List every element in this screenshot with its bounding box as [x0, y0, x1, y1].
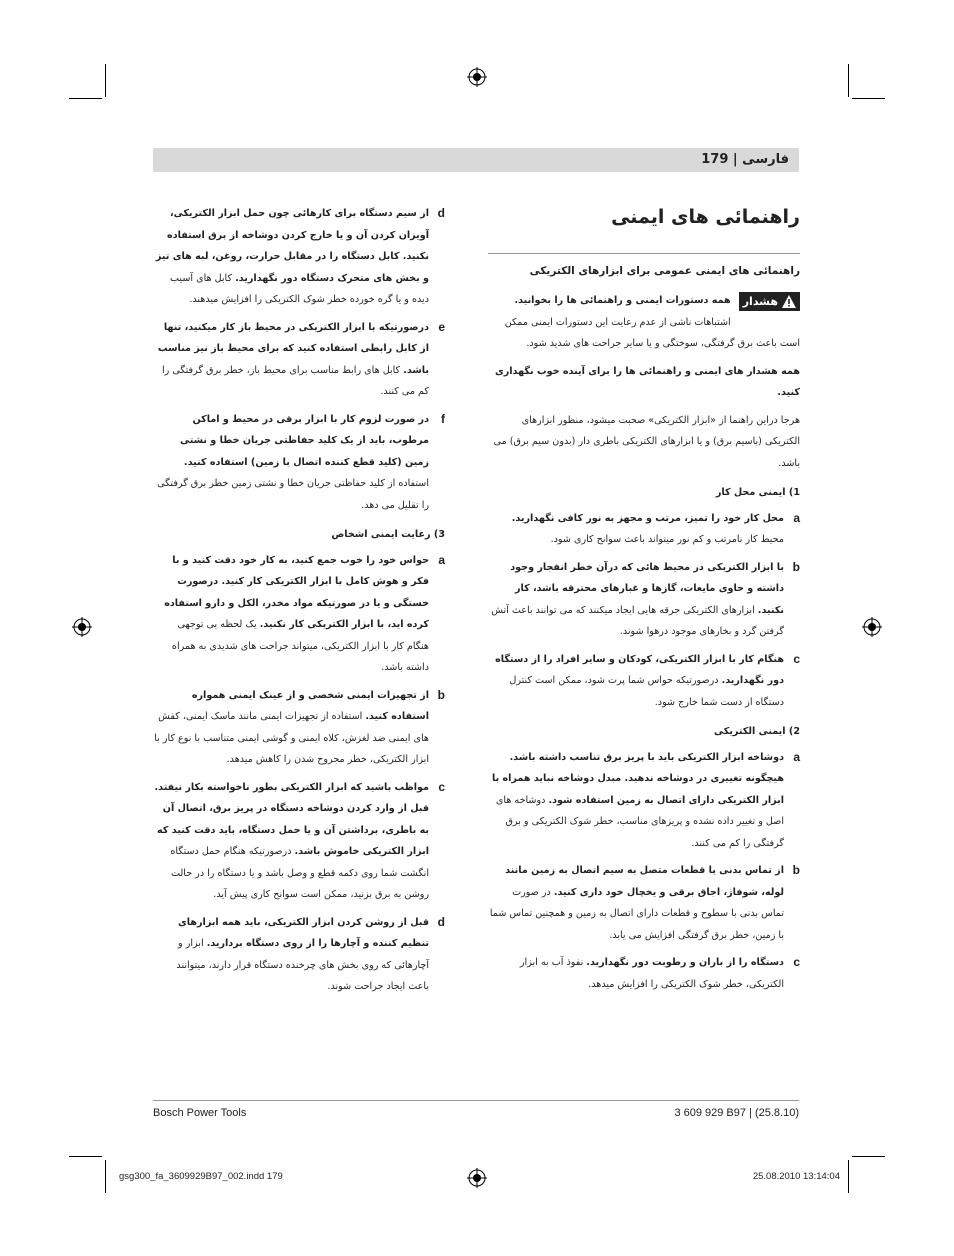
list-item [153, 685, 445, 771]
list-item [488, 557, 800, 643]
list-item [488, 508, 800, 551]
list-item-bold-text: از تماس بدنی با قطعات متصل به سیم اتصال به زمین مانند لوله، شوفاژ، اجاق برقی و یخچال خود داری کنید. [505, 865, 784, 898]
warning-bold-text: همه دستورات ایمنی و راهنمائی ها را بخوانید. [514, 295, 731, 306]
registration-mark-icon [72, 617, 92, 637]
registration-mark-icon [467, 1168, 487, 1188]
list-item [153, 317, 445, 403]
list-item-body-text: ابزار و آچارهائی که روی بخش های چرخنده دستگاه قرار دارند، میتوانند باعث ایجاد جراحت شوند. [176, 938, 429, 992]
slug-filename: gsg300_fa_3609929B97_002.indd 179 [119, 1171, 283, 1182]
list-item-bold-text: مواظب باشید که ابزار الکتریکی بطور ناخواسته بکار نیفتد. قبل از وارد کردن دوشاخه دستگاه در پریز برق، اتصال آن به باطری، برداشتن آن و یا حمل دستگاه، باید دقت کنید که ابزار الکتریکی خاموش باشد. [154, 781, 429, 857]
list-item-letter: f [441, 411, 445, 426]
list-item [488, 649, 800, 714]
list-item-text [153, 777, 429, 906]
list-item [153, 203, 445, 311]
list-item-text [488, 952, 784, 995]
crop-mark [105, 64, 106, 97]
list-item-letter: b [792, 559, 800, 574]
section-2-continued-list [153, 203, 445, 516]
crop-mark [852, 98, 885, 99]
list-item-body-text: محیط کار نامرتب و کم نور میتواند باعث سوانح کاری شود. [550, 534, 784, 545]
definition-paragraph: هرجا دراین راهنما از «ابزار الکتریکی» صحبت میشود، منظور ابزارهای الکتریکی (باسیم برق) و یا ابزارهای الکتریکی باطری دار (بدون سیم برق) می باشد. [493, 414, 800, 469]
list-item-text [488, 860, 784, 946]
warning-triangle-icon [782, 295, 796, 308]
list-item-text [488, 649, 784, 714]
page-header [153, 148, 799, 172]
registration-mark-icon [862, 617, 882, 637]
list-item-text [488, 508, 784, 551]
keep-note: همه هشدار های ایمنی و راهنمائی ها را برای آینده خوب نگهداری کنید. [494, 365, 800, 398]
list-item [488, 860, 800, 946]
warning-badge [739, 292, 800, 311]
list-item-letter: c [438, 779, 445, 794]
left-column [153, 203, 445, 1004]
list-item-body-text: استفاده از تجهیزات ایمنی مانند ماسک ایمنی، کفش های ایمنی ضد لغزش، کلاه ایمنی و گوشی ایمنی متناسب با نوع کار با ابزار الکتریکی، خطر مجروح شدن را کاهش میدهد. [154, 711, 429, 765]
right-column [488, 203, 800, 1001]
list-item-body-text: در صورت تماس بدنی با سطوح و قطعات دارای اتصال به زمین و همچنین تماس شما با زمین، خطر برق گرفتگی افزایش می یابد. [489, 886, 784, 941]
footer-brand: Bosch Power Tools [153, 1107, 247, 1119]
list-item-letter: c [793, 651, 800, 666]
crop-mark [848, 1160, 849, 1193]
list-item [153, 550, 445, 679]
list-item-text [488, 557, 784, 643]
section-heading: 2) ایمنی الکتریکی [714, 726, 800, 737]
list-item [153, 912, 445, 998]
list-item-letter: d [437, 914, 445, 929]
section-1-list [488, 508, 800, 714]
list-item-text [153, 685, 429, 771]
list-item-letter: a [793, 749, 800, 764]
list-item-letter: b [792, 863, 800, 877]
list-item-letter: d [437, 206, 445, 220]
list-item [153, 777, 445, 906]
footer-doc-number: 3 609 929 B97 | (25.8.10) [674, 1107, 799, 1119]
list-item-text [153, 203, 429, 311]
list-item-text [153, 409, 429, 517]
list-item-letter: b [437, 687, 445, 702]
list-item [488, 747, 800, 855]
page-title: راهنمائی های ایمنی [611, 206, 800, 228]
list-item-bold-text: از سیم دستگاه برای کارهائی چون حمل ابزار الکتریکی، آویزان کردن آن و یا خارج کردن دوشاخه از برق استفاده نکنید. کابل دستگاه را در مقابل حرارت، روغن، لبه های تیز و بخش های متحرک دستگاه دور نگهدارید. [155, 208, 429, 284]
section-3-list [153, 550, 445, 998]
list-item-body-text: درصورتیکه حواس شما پرت شود، ممکن است کنترل دستگاه از دست شما خارج شود. [509, 675, 784, 708]
list-item-bold-text: حواس خود را خوب جمع کنید، به کار خود دقت کنید و با فکر و هوش کامل با ابزار الکتریکی کار کنید. درصورت خستگی و یا در صورتیکه مواد مخدر، الکل و دارو استفاده کرده اید، با ابزار الکتریکی کار نکنید. [164, 554, 429, 630]
list-item-text [153, 912, 429, 998]
list-item-letter: c [793, 955, 800, 969]
list-item-body-text: ابزارهای الکتریکی جرقه هایی ایجاد میکنند که می توانند باعث آتش گرفتن گرد و بخارهای موجود درهوا شوند. [491, 604, 784, 637]
registration-mark-icon [467, 67, 487, 87]
section-heading: 1) ایمنی محل کار [715, 487, 800, 498]
crop-mark [105, 1160, 106, 1193]
list-item-letter: e [438, 319, 445, 334]
warning-block [488, 290, 800, 355]
list-item-body-text: نفوذ آب به ابزار الکتریکی، خطر شوک الکتریکی را افزایش میدهد. [519, 957, 784, 990]
list-item [153, 409, 445, 517]
list-item-bold-text: دستگاه را از باران و رطوبت دور نگهدارید. [586, 957, 784, 968]
crop-mark [852, 1156, 885, 1157]
list-item-bold-text: دوشاخه ابزار الکتریکی باید با پریز برق تناسب داشته باشد. هیچگونه تغییری در دوشاخه ندهید. مبدل دوشاخه نباید همراه با ابزار الکتریکی دارای اتصال به زمین استفاده شود. [491, 751, 784, 806]
list-item-letter: a [438, 552, 445, 567]
list-item-body-text: استفاده از کلید حفاظتی جریان خطا و نشتی زمین خطر برق گرفتگی را تقلیل می دهد. [157, 478, 429, 511]
crop-mark [848, 64, 849, 97]
section-2-list [488, 747, 800, 996]
list-item-bold-text: محل کار خود را تمیز، مرتب و مجهز به نور کافی نگهدارید. [511, 512, 784, 524]
list-item-text [153, 550, 429, 679]
list-item-bold-text: از تجهیزات ایمنی شخصی و از عینک ایمنی همواره استفاده کنید. [191, 689, 429, 722]
list-item-text [153, 317, 429, 403]
warning-label: هشدار [742, 295, 778, 308]
list-item-bold-text: با ابزار الکتریکی در محیط هائی که درآن خطر انفجار وجود داشته و حاوی مایعات، گازها و غبارهای محترقه باشد، کار نکنید. [510, 561, 784, 616]
footer-divider [153, 1100, 799, 1101]
list-item-text [488, 747, 784, 855]
page-header-title: فارسی | 179 [701, 152, 789, 167]
crop-mark [69, 98, 102, 99]
list-item-bold-text: درصورتیکه با ابزار الکتریکی در محیط باز کار میکنید، تنها از کابل رابطی استفاده کنید که برای محیط باز نیز مناسب باشد. [157, 321, 429, 376]
list-item-body-text: یک لحظه بی توجهی هنگام کار با ابزار الکتریکی، میتواند جراحت های شدیدی به همراه داشته باشد. [171, 619, 429, 673]
list-item-body-text: دوشاخه های اصل و تغییر داده نشده و پریزهای مناسب، خطر شوک الکتریکی و برق گرفتگی را کم می کنند. [495, 794, 784, 849]
list-item-letter: a [793, 510, 800, 525]
list-item-bold-text: هنگام کار با ابزار الکتریکی، کودکان و سایر افراد را از دستگاه دور نگهدارید. [495, 653, 784, 686]
section-heading: 3) رعایت ایمنی اشخاص [331, 529, 445, 540]
list-item-body-text: درصورتیکه هنگام حمل دستگاه انگشت شما روی دکمه قطع و وصل باشد و یا دستگاه را در حالت روشن به برق بزنید، ممکن است سوانح کاری پیش آید. [170, 846, 429, 900]
slug-timestamp: 25.08.2010 13:14:04 [752, 1171, 840, 1182]
crop-mark [69, 1156, 102, 1157]
list-item-body-text: کابل های رابط مناسب برای محیط باز، خطر برق گرفتگی را کم می کنند. [161, 364, 429, 397]
list-item [488, 952, 800, 995]
warning-text: اشتباهات ناشی از عدم رعایت این دستورات ایمنی ممکن است باعث برق گرفتگی، سوختگی و یا سایر جراحت های شدید شود. [504, 316, 800, 349]
list-item-bold-text: قبل از روشن کردن ابزار الکتریکی، باید همه ابزارهای تنظیم کننده و آچارها را از روی دستگاه بردارید. [177, 916, 429, 949]
section-subtitle: راهنمائی های ایمنی عمومی برای ابزارهای الکتریکی [529, 265, 800, 277]
list-item-bold-text: در صورت لزوم کار با ابزار برقی در محیط و اماکن مرطوب، باید از یک کلید حفاظتی جریان خطا و نشتی زمین (کلید قطع کننده اتصال با زمین) استفاده کنید. [179, 413, 429, 468]
list-item-body-text: کابل های آسیب دیده و یا گره خورده خطر شوک الکتریکی را افزایش میدهند. [170, 272, 429, 305]
divider [488, 253, 800, 254]
